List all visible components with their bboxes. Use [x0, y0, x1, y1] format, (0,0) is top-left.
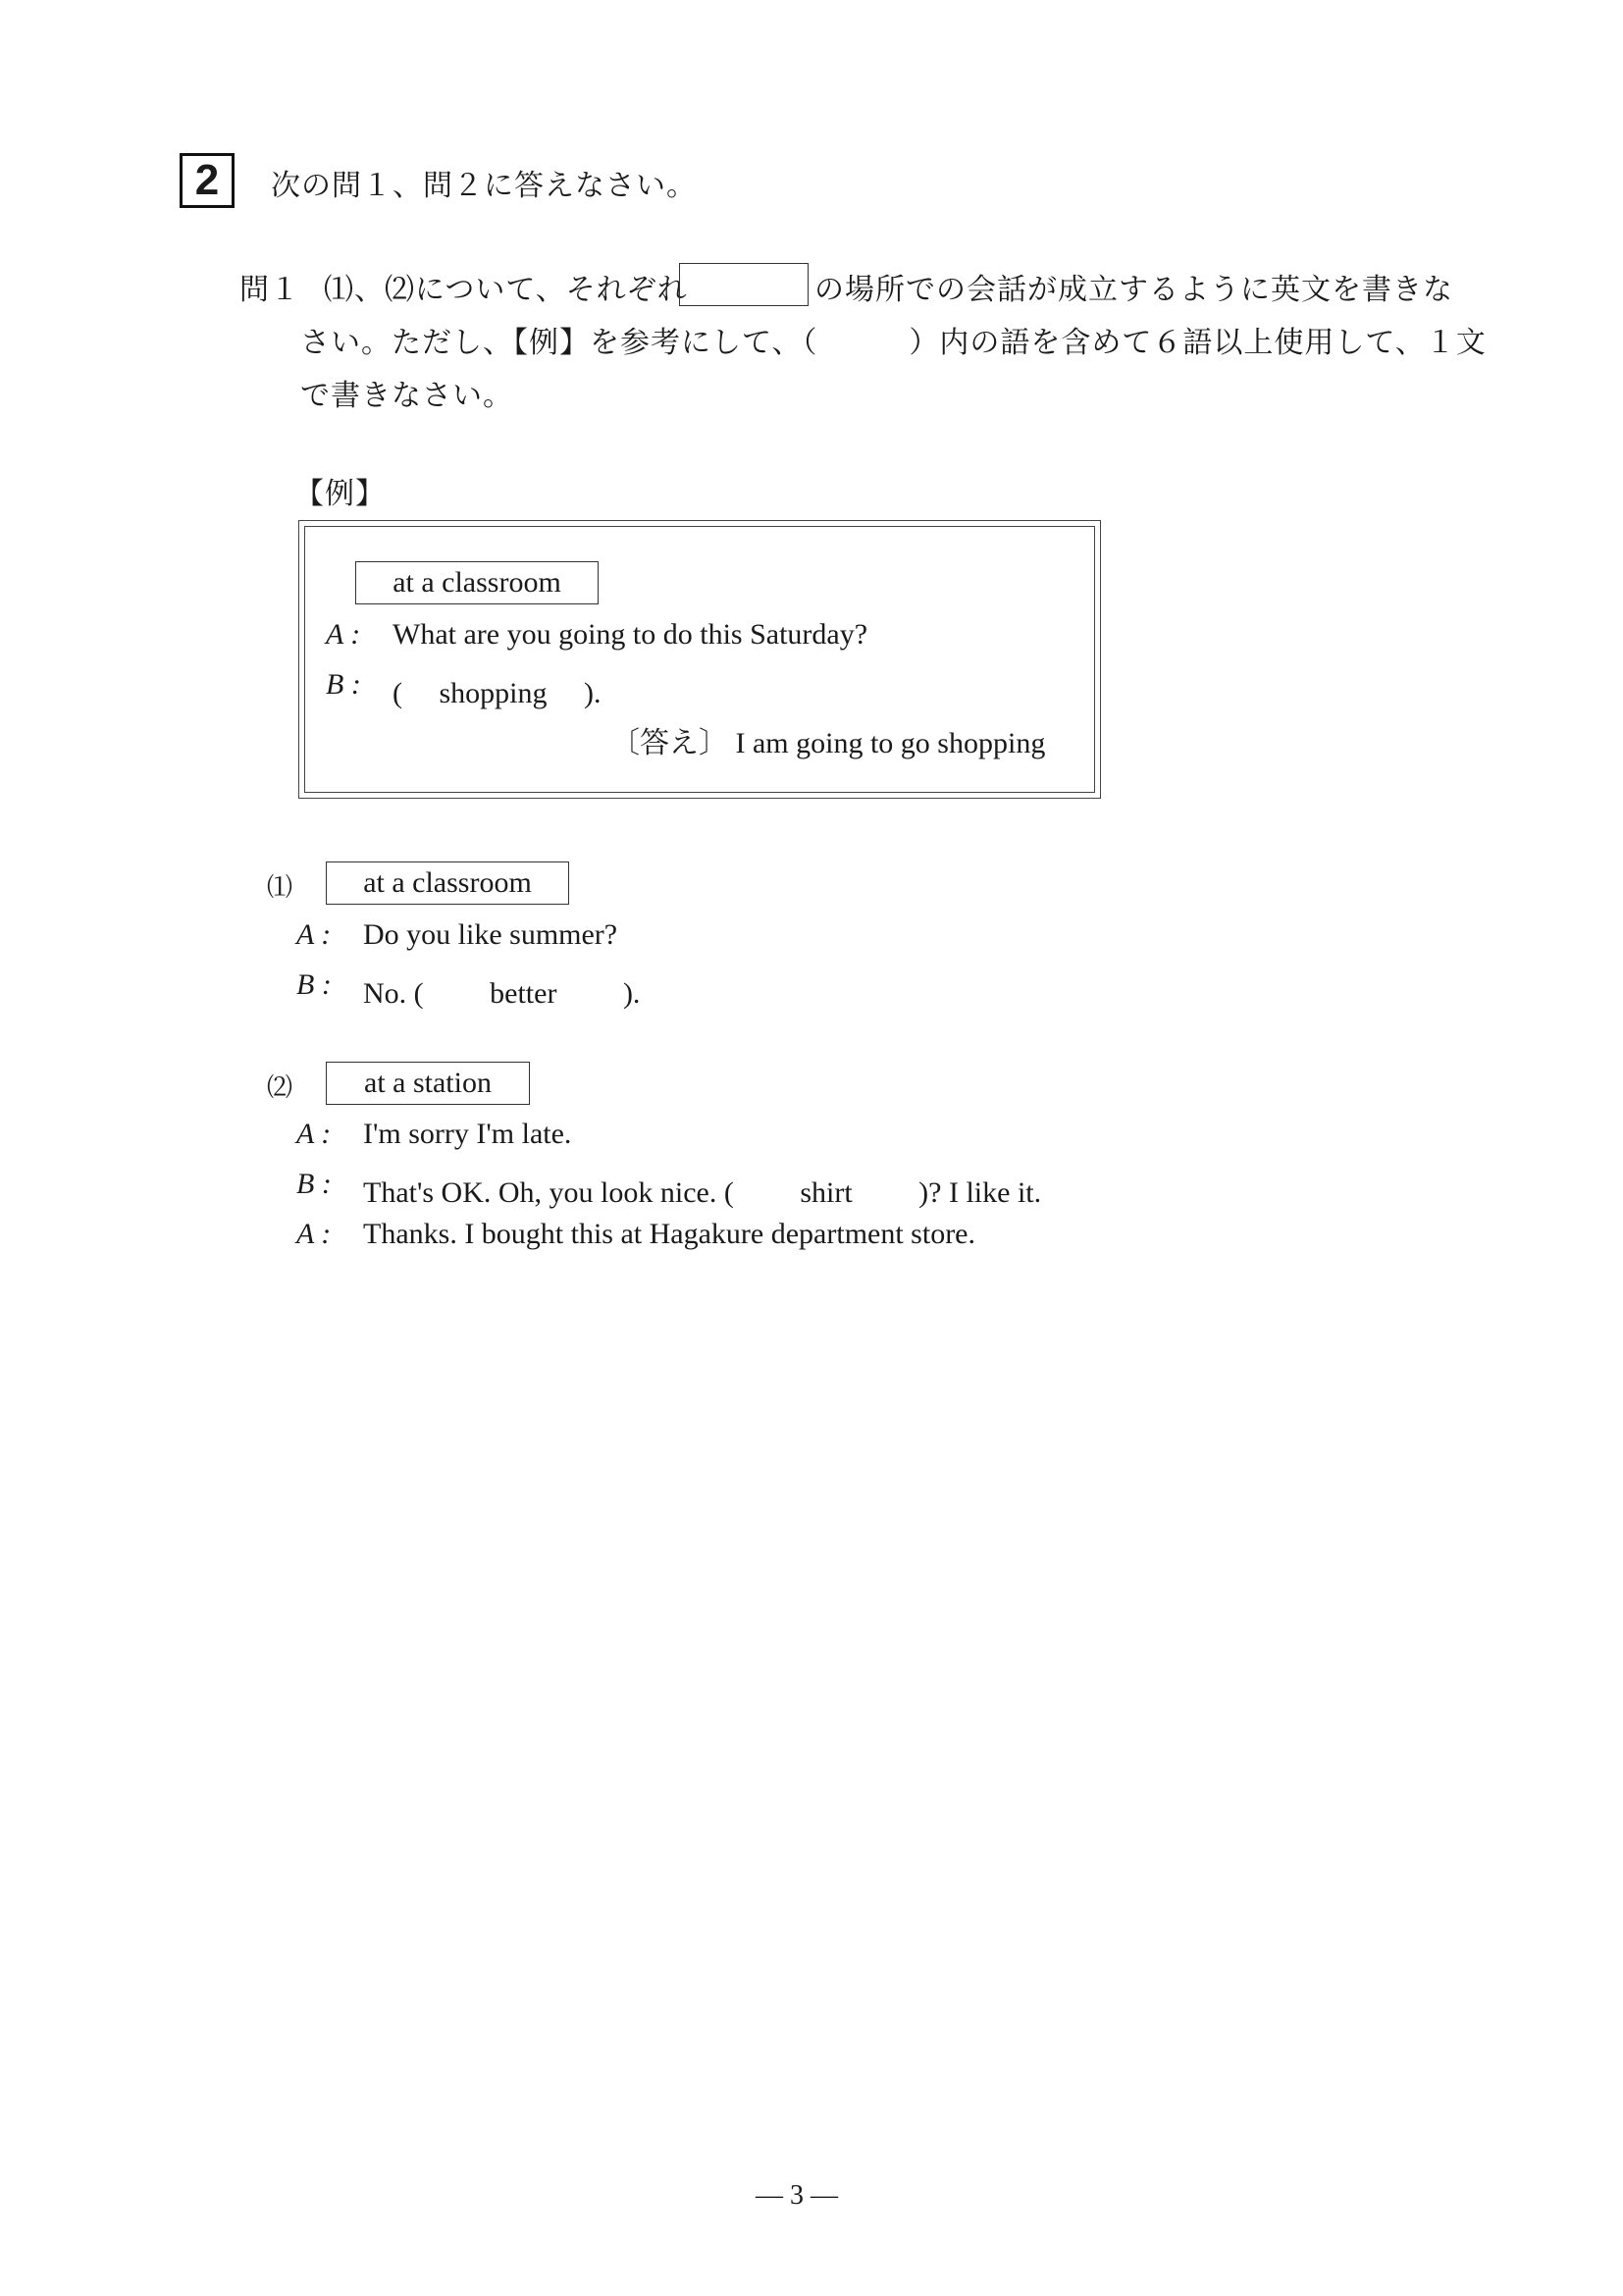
item-2-line-2: That's OK. Oh, you look nice. ( shirt )? I like it.: [363, 1176, 1042, 1209]
question-number-box: [180, 153, 235, 208]
question-instruction: 次の問１、問２に答えなさい。: [271, 169, 697, 203]
q1-label: 問１: [239, 273, 300, 307]
item-1-line-2: No. ( better ).: [363, 977, 641, 1010]
q1-line1-a: ⑴、⑵について、それぞれ: [324, 273, 688, 307]
question-number: 2: [194, 156, 220, 204]
q1-line3: で書きなさい。: [300, 379, 513, 413]
item-2-place: at a station: [364, 1067, 492, 1099]
example-speaker-2: B :: [326, 668, 361, 701]
q1-line2: さい。ただし、【例】を参考にして、（ ）内の語を含めて６語以上使用して、１文: [300, 326, 1487, 360]
item-2-number: ⑵: [267, 1073, 293, 1102]
page-number: — 3 —: [756, 2180, 838, 2211]
example-line-2: ( shopping ).: [393, 677, 602, 709]
example-speaker-1: A :: [326, 618, 361, 651]
item-1-number: ⑴: [267, 873, 293, 902]
example-heading: 【例】: [294, 477, 386, 511]
item-2-line-3: Thanks. I bought this at Hagakure department store.: [363, 1218, 975, 1250]
item-2-place-box: [326, 1062, 530, 1105]
item-1-place-box: [326, 861, 569, 905]
item-1-speaker-1: A :: [296, 918, 332, 951]
item-2-speaker-2: B :: [296, 1168, 332, 1200]
place-blank-box: [679, 263, 809, 306]
item-2-speaker-3: A :: [296, 1218, 332, 1250]
item-1-place: at a classroom: [363, 866, 532, 899]
example-place-box: [355, 561, 599, 604]
item-1-line-1: Do you like summer?: [363, 918, 618, 951]
item-1-speaker-2: B :: [296, 968, 332, 1001]
example-answer: 〔答え〕 I am going to go shopping: [610, 727, 1046, 759]
item-2-line-1: I'm sorry I'm late.: [363, 1118, 572, 1150]
example-place: at a classroom: [393, 566, 561, 599]
q1-line1-b: の場所での会話が成立するように英文を書きな: [814, 273, 1453, 307]
item-2-speaker-1: A :: [296, 1118, 332, 1150]
example-line-1: What are you going to do this Saturday?: [393, 618, 868, 651]
